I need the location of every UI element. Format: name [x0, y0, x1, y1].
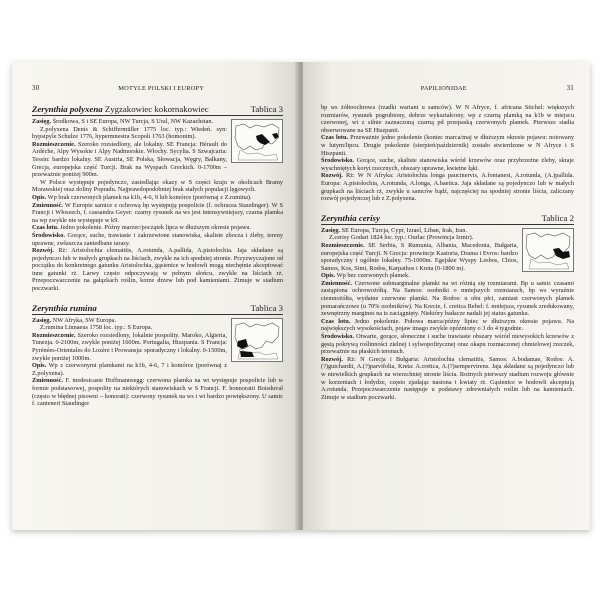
species-text: [32, 118, 283, 293]
paragraph: Rozwój. Rż: W N Afryka: Aristolochia longa paucinervis, A.fontanesi, A.rotunda, (A.)pallida. Europa: A.pistolochia, A.rotunda, A.longa, A.baetica. Jaja składane są pojedynczo lub w małych grupkach na liściach rż, zwykle u samców bądź, najczęściej na spodniej stronie liścia, zaliczany rozwój pojedynczej lub z Z.polyxena.: [321, 172, 574, 203]
paragraph: Zmienność. W Europie samice z ochrową bp występują pospolicie (f. ochracea Staudinger). W S Francji i Włoszech, f. cassandra Geyer: czarny rysunek na ws jest intensywniejszy, czarna plamka na wp zwykle nie występuje w k9.: [32, 201, 283, 224]
paragraph: Rozwój. Rż: Aristolochia clematitis, A.rotunda, A.pallida, A.pistolochia. Jaja składane są pojedynczo lub w małych grupkach na liściach, zwykle na ich spodniej stronie. Przyzwyczajone od początku do konkretnego gatunku Aristolochia, gąsienice w hodowli mogą niechętnie akceptować inne gatunki rż. Larwy często odpoczywają w pełnym słońcu, zwykle na liściach rż. Przepoczwarczenie na gałązkach roślin, korze drzew lub pod kamieniami. Zimuje w stadium poczwarki.: [32, 247, 283, 293]
paragraph: bp ws żółtoochrowa (rzadki wariant u samców). W N Afryce, f. africana Stichel: większych rozmiarów, rysunek pogrubiony, dobrze wykształcony, wp z czarną plamką na k1b w miejscu czerwonej, wt z silnie zaznaczoną czarną pd przepaską czerwonych plamek. Pierwsze stadia obserwowane na SE Hiszpanii.: [321, 104, 574, 134]
species-latin-name: Zerynthia cerisy: [321, 212, 380, 223]
paragraph: Z.cerisy Godart 1824 loc. typ.: Ourlac (Prowincja Izmir).: [329, 234, 474, 242]
species-heading: [32, 104, 283, 116]
paragraph: Zasięg. Środkowa, S i SE Europa, NW Turcja, S Ural, NW Kazachstan.: [32, 118, 214, 125]
plate-reference: Tablica 3: [250, 302, 283, 313]
paragraph: Opis. Wp bez czerwonych plamek.: [321, 272, 410, 280]
open-book: [12, 62, 590, 530]
left-page-number: 30: [32, 84, 40, 92]
plate-reference: Tablica 3: [250, 104, 283, 114]
distribution-map: [231, 119, 283, 163]
right-running-header: [321, 84, 574, 92]
paragraph: Opis. Wp z czerwonymi plamkami na k1b, 4-6, 7 i komórce (porównaj z Z.polyxena).: [32, 362, 227, 377]
species-polish-name: Zygzakowiec kokornakowiec: [104, 104, 209, 114]
paragraph: Rozmieszczenie. SE Serbia, S Rumunia, Albania, Macedonia, Bułgaria, europejska część Turcji. N Grecja: prowincje Kastoria, Drama i Evros: bardzo sporadyczny i ogólnie lokalny. 75-1000m. Egejskie Wyspy Lesbos, Chios, Samos, Kos, Simi, Rodos, Karpathos i Kreta (0-1800 m).: [321, 241, 518, 272]
paragraph: Czas lotu. Jedno pokolenie. Połowa marca/późny lipiec w dłuższym okresie pojawu. Na największych wysokościach, pojaw imago zwykle opóźniony o 3 do 4 tygodnie.: [321, 317, 575, 333]
paragraph: Środowisko. Gorące, suche, trawiaste i zakrzewione stanowiska, skaliste zbocza i żleby, tereny uprawne, zwłaszcza zaniedbane tarasy.: [32, 231, 284, 247]
paragraph: Zmienność. Czerwone submarginalne plamki na wt różnią się rozmiarami. Bp u samic czasami zastąpiona ochrowożółtą. Na Samos: osobniki o mniejszych rozmiarach, bp ws wyraźnie ciemnożółta, wydatne czerwone plamki. Na Rodos: u obu płci, zamiast czerwonych plamek pomarańczowe (u 70% osobników). Na Krecie, f. cretica Rebel: f. mniejsza, rysunek zredukowany, zewnętrzny margines na ts zaciągnięty. Niektóry badacze nadali jej status gatunku.: [321, 279, 574, 318]
left-running-header: [32, 84, 283, 92]
species-latin-name: Zerynthia polyxena: [32, 104, 103, 114]
species-text: [32, 317, 283, 408]
paragraph: Zasięg. NW Afryka, SW Europa.: [32, 316, 116, 324]
right-page-number: 31: [566, 84, 574, 92]
distribution-map: [522, 228, 574, 272]
paragraph: Z.polyxena Denis & Schiffermüller 1775 loc. typ.: Wiedeń. syn: hypsipyle Schulze 1776, hypermnestra Scopoli 1763 (homonim).: [32, 125, 227, 141]
paragraph: Zasięg. SE Europa, Turcja, Cypr, Izrael, Liban, Irak, Iran.: [321, 226, 467, 234]
paragraph: Rozwój. Rż: N Grecja i Bułgaria: Aristolochia clematitis, Samos: A.bodamae, Rodos: A.(?)guichardii, A.(?)parvifolia, Kreta: A.cretica, A.(?)sempervirens. Jaja składane są pojedynczo lub w niewielkich grupkach na wierzchniej stronie liścia. Rożnych pierwszy stadium rozwoju głównie w korzeniach i łodydze, często zjadając nasiona i kwiaty rż. Gąsienice w hodowli akceptują A.rotunda. Przepoczwarczenie następuje u podstawy zdrewniałych roślin lub na kamieniach. Zimuje w stadium poczwarki.: [321, 355, 574, 401]
paragraph: Opis. Wp brak czerwonych plamek na k1b, 4-6, 9 lub komórce (porównaj z Z.rumina).: [32, 193, 252, 201]
plate-reference: Tablica 2: [541, 212, 574, 223]
paragraph: W Polsce występuje pojedynczo, zasiedlając okazy w S części kraju w okolicach Bramy Morawskiej oraz doliny Popradu. Najprawdopodobniej brak stałych populacji lęgowych.: [32, 178, 283, 194]
paragraph: Rozmieszczenie. Szeroko rozsiedlony, ale lokalny. SE Francja: Hérault do Ardèche, Alpy Wysokie i Alpy Nadmorskie. Włochy. Sycylia. S Szwajcaria: Tessin: bardzo lokalny. SE Austria, SE Polska, Słowacja, Węgry, Bałkany, Grecja, europejska część Turcji. Brak na Wyspach Greckich. 0-1700m – przeważnie poniżej 900m.: [32, 140, 227, 179]
paragraph: Czas lotu. Przeważnie jedno pokolenie (koniec marca/maj w dłuższym okresie pojawu: notowany w lutym/lipcu. Drugie pokolenie (sierpień/październik) zostało stwierdzone w N Afryce i S Hiszpanii.: [321, 134, 574, 157]
species-text: [321, 227, 574, 402]
species-latin-name: Zerynthia rumina: [32, 302, 97, 313]
right-page: [303, 62, 590, 530]
distribution-map: [231, 318, 283, 362]
paragraph: Z.rumina Linnaeus 1758 loc. typ.: S Europa.: [40, 324, 153, 332]
paragraph: Rozmieszczenie. Szeroko rozsiedlony, lokalnie pospolity. Maroko, Algieria, Tunezja. 0-2100m, zwykle poniżej 1600m. Portugalia, Hiszpania. S Francja: Pyrénées-Orientales do Lozère i Prowansja: sporadyczny i lokalny. 0-1500m, zwykle poniżej 1000m.: [32, 331, 228, 362]
species-heading: [32, 303, 283, 315]
left-header-title: MOTYLE POLSKI I EUROPY: [118, 85, 205, 92]
paragraph: Środowisko. Gorące, suche, skaliste stanowiska wśród krzewów oraz przybrzeżne żleby, skraje wyschniętych koryt rzecznych, obszary uprawne, kwietne łąki.: [321, 157, 574, 172]
paragraph: Czas lotu. Jedno pokolenie. Późny marzec/początek lipca w dłuższym okresie pojawu.: [32, 224, 252, 232]
paragraph: Środowisko. Otwarte, gorące, słoneczne i suche trawiaste obszary wśród niewysokich krzewów z gęstą pokrywą roślinności zielnej i sylwopofitycznej oraz okapu rozmaczonej chmielowej rzeczek, przeważnie na płaskich terenach.: [321, 333, 574, 356]
continued-text: [321, 104, 574, 203]
right-header-title: PAPILIONIDAE: [420, 85, 467, 92]
left-page: [12, 62, 299, 530]
species-heading: [321, 213, 574, 225]
paragraph: Zmienność. F. medesicaste Hoffmannsegg: czerwona plamka na wt występuje pospolicie lub w formie podstawowej, pospolity na niektórych stanowiskach w S Francji. F. honnoratii Boisduval (często w błędnej pisowni – honorati): czerwony rysunek na ws i wt bardzo powiększony. U samic f. canteneri Staudinger: [32, 377, 283, 408]
